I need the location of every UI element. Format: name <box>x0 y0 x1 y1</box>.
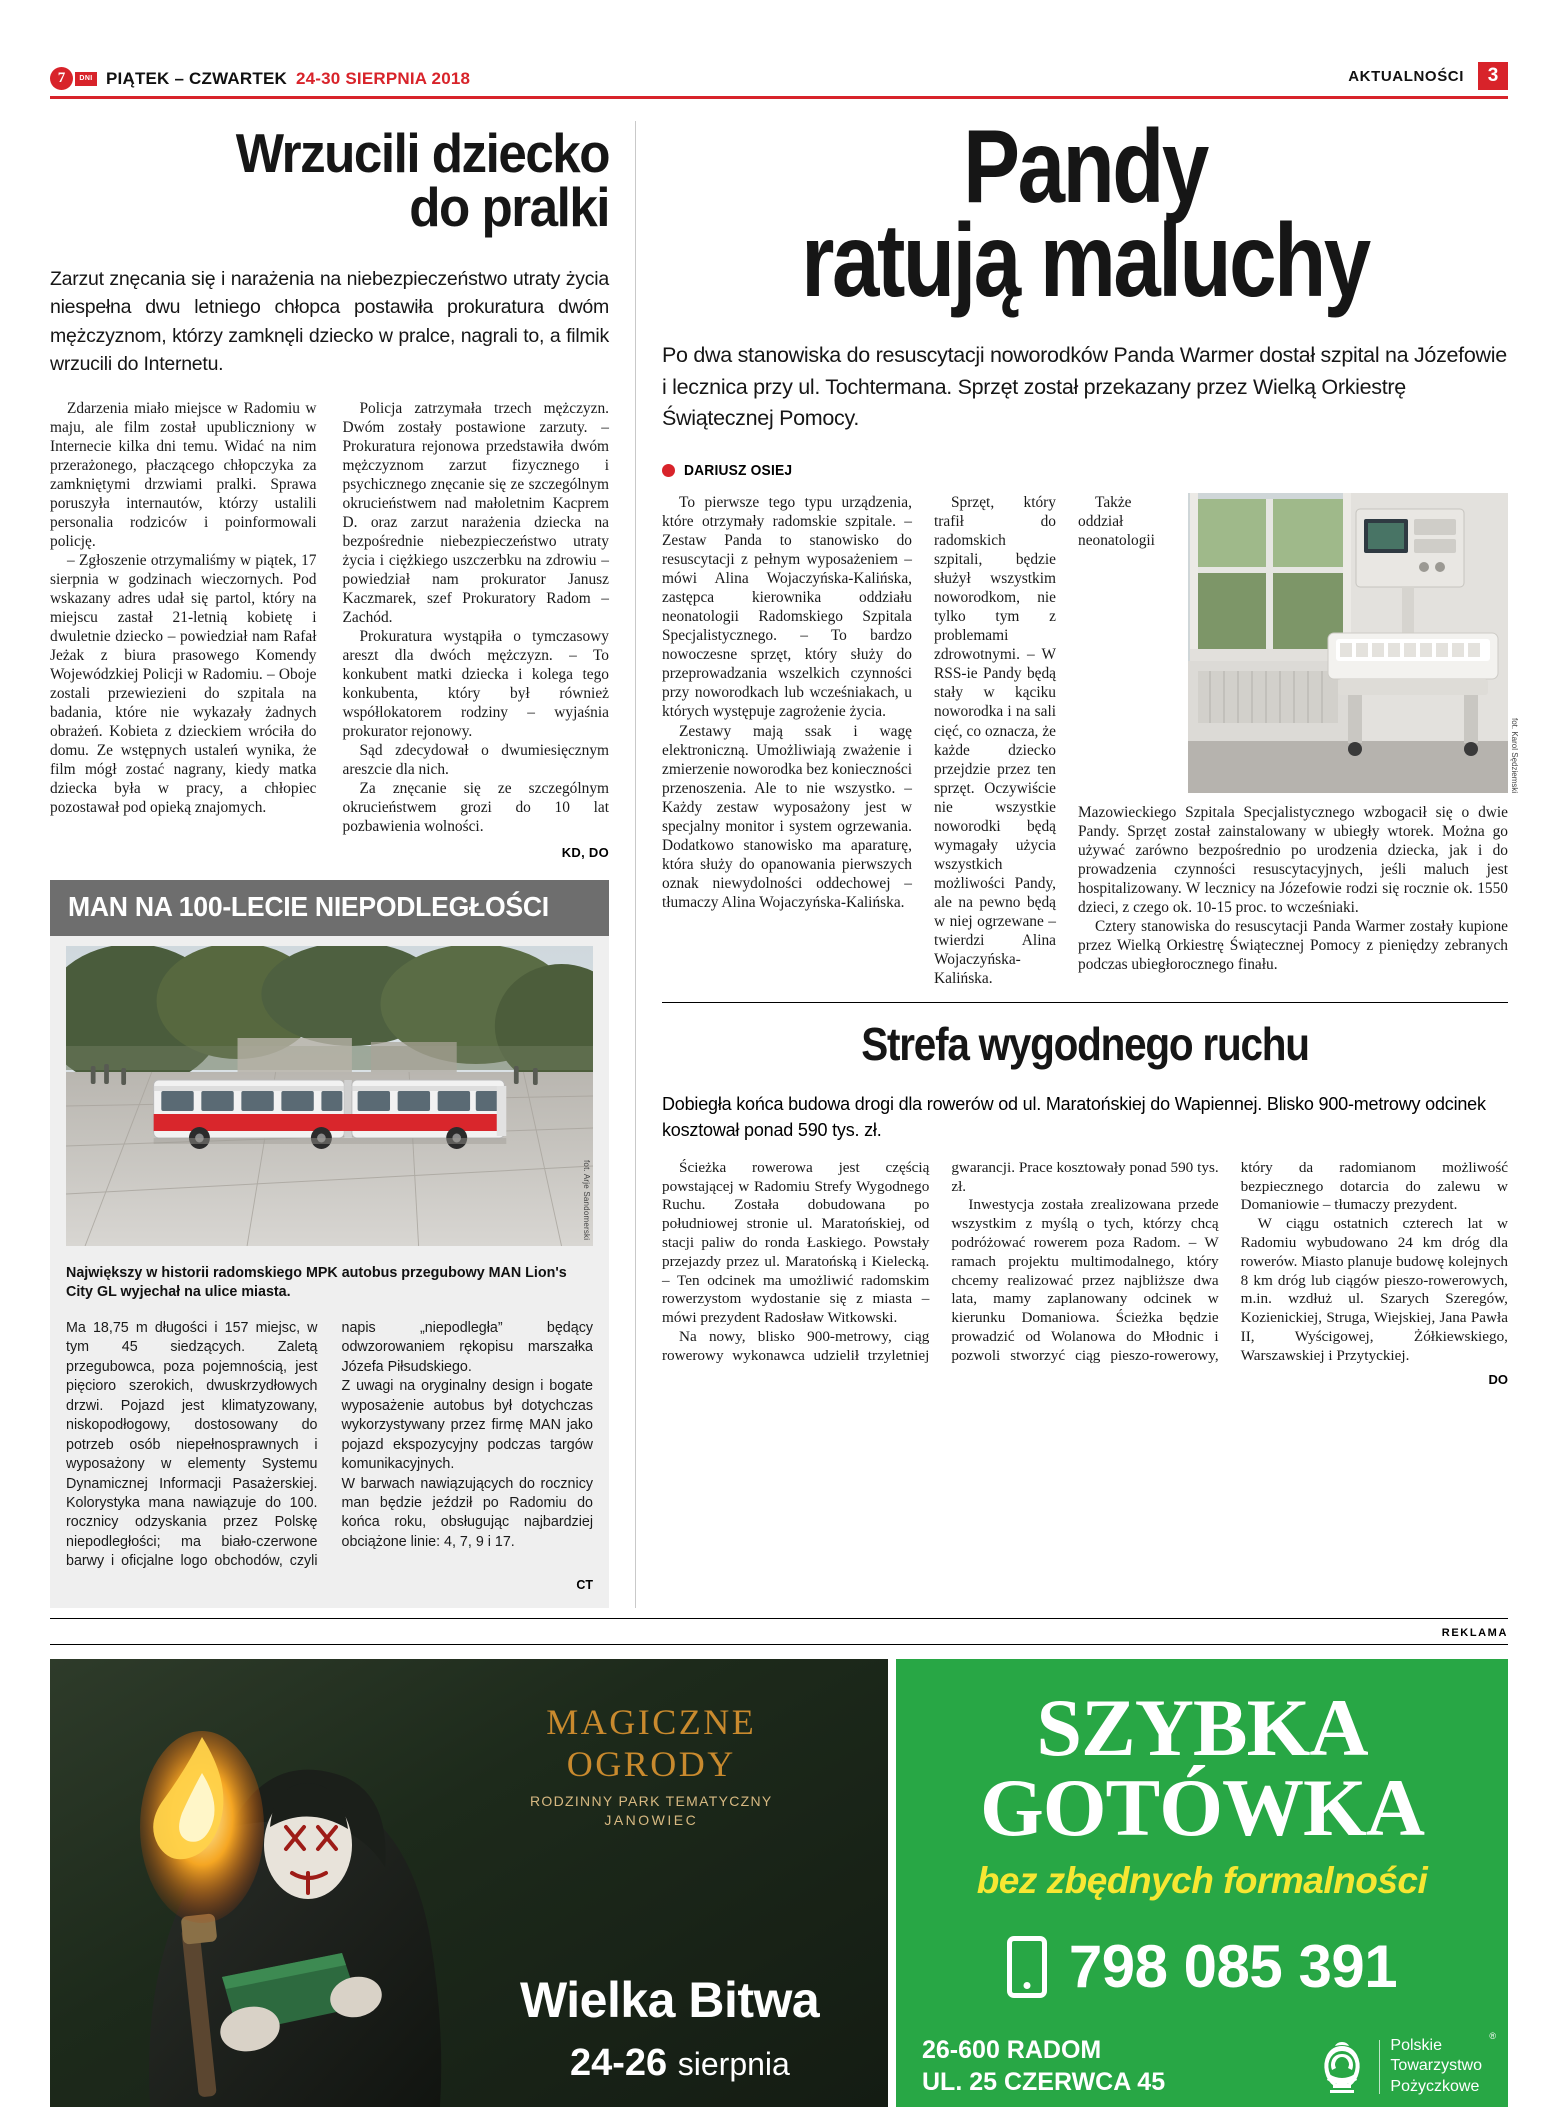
headline-line-2: ratują maluchy <box>801 202 1369 319</box>
paragraph: Ścieżka rowerowa jest częścią powstającej w Radomiu Strefy Wygodnego Ruchu. Została dobudowana po południowej stronie ul. Maratońskiej, od stacji paliw do ronda Łaskiego. Powstały przejazdy przez ul. Maratońską i Kielecką. – Ten odcinek ma umożliwić radomskim rowerzystom wydostanie się z miasta – mówi prezydent Radosław Witkowski. <box>662 1158 930 1327</box>
paragraph: Zestawy mają ssak i wagę elektroniczną. Umożliwiają zważenie i zmierzenie noworodka bez konieczności przenoszenia. Ale to nie wszystko. – Każdy zestaw wyposażony jest w specjalny monitor i system ogrzewania. Dodatkowo stanowisko ma aparaturę, która służy do opanowania pierwszych oznak niewydolności oddechowej – tłumaczy Alina Wojaczyńska-Kalińska. <box>662 722 912 911</box>
headline-line-2: do pralki <box>409 175 609 238</box>
left-column <box>50 117 635 1608</box>
panda-col-2 <box>934 493 1056 987</box>
panda-article-body <box>662 493 1519 987</box>
hospital-photo-credit: fot. Karol Sędziemski <box>1510 718 1519 794</box>
hospital-photo <box>1188 493 1519 794</box>
mobile-phone-icon <box>1007 1936 1047 1998</box>
ad-cash-line2: GOTÓWKA <box>979 1761 1425 1853</box>
brand-divider <box>1379 2040 1380 2094</box>
ad-cash-address-line1: 26-600 RADOM <box>922 2036 1102 2065</box>
paragraph: Sąd zdecydował o dwumiesięcznym areszcie dla nich. <box>342 741 609 778</box>
ad-cash-phone-row <box>922 1932 1482 2001</box>
strefa-article <box>662 1002 1508 1388</box>
paragraph: Cztery stanowiska do resuscytacji Panda Warmer zostały kupione przez Wielką Orkiestrę Świątecznej Pomocy z pieniędzy zebranych podczas ubiegłorocznego finału. <box>1078 918 1508 974</box>
advertisements <box>50 1659 1508 2107</box>
bus-band <box>50 880 609 936</box>
ad-cash-phone: 798 085 391 <box>1068 1933 1398 2001</box>
logo-digit: 7 <box>57 70 66 86</box>
paragraph: Sprzęt, który trafił do radomskich szpitali, będzie służył wszystkim noworodkom, nie tylko tym z problemami zdrowotnymi. – W RSS-ie Pandy będą stały w kąciku noworodka i na sali cięć, co oznacza, że każde dziecko przejdzie przez ten sprzęt. Oczywiście nie wszystkie noworodki będą wymagały użycia wszystkich możliwości Pandy, ale na pewno będą w niej ogrzewane – twierdzi Alina Wojaczyńska-Kalińska. <box>934 494 1056 987</box>
ad-magic-logo-line2: OGRODY <box>566 1743 736 1784</box>
left-article-headline <box>89 122 609 238</box>
paragraph: Ma 18,75 m długości i 157 miejsc, w tym 45 siedzących. Zaletą przegubowca, poza pojemnością, jest pięcioro szerokich, dwuskrzydłowych drzwi. Pojazd jest klimatyzowany, niskopodłogowy, dostosowany do potrzeb osób niepełnosprawnych i wyposażony w elementy Systemu Dynamicznej Informacji Pasażerskiej. Kolorystyka mana nawiązuje do 100. rocznicy odzyskania przez Polskę niepodległości; ma biało-czerwone barwy i oficjalne logo obchodów, czyli napis „niepodległa” będący odwzorowaniem rękopisu marszałka Józefa Piłsudskiego. <box>66 1320 593 1570</box>
left-article-signature: KD, DO <box>561 845 609 861</box>
ad-cash-subline: bez zbędnych formalności <box>976 1860 1428 1902</box>
bus-photo <box>66 946 593 1246</box>
ad-magic-logo-line1: MAGICZNE <box>546 1701 757 1742</box>
right-column <box>636 109 1519 1608</box>
ad-magic-date <box>570 2042 790 2085</box>
masthead-rule <box>50 96 1508 99</box>
paragraph: Za znęcanie się ze szczególnym okrucieństwem grozi do 10 lat pozbawienia wolności. <box>342 779 609 835</box>
registered-mark-icon: ® <box>1489 2030 1496 2041</box>
ad-figure-image <box>110 1677 530 2107</box>
ad-magiczne-ogrody[interactable] <box>50 1659 888 2107</box>
paragraph: W barwach nawiązujących do rocznicy man będzie jeździł po Radomiu do końca roku, obsługując najbardziej obciążone linie: 4, 7, 9 i 17. <box>341 1475 593 1550</box>
masthead-section: AKTUALNOŚCI <box>1348 67 1464 85</box>
paragraph: Z uwagi na oryginalny design i bogate wyposażenie autobus był dotychczas wykorzystywany przez firmę MAN jako pojazd ekspozycyjny podczas targów komunikacyjnych. <box>341 1378 593 1473</box>
strefa-signature: DO <box>1488 1372 1508 1388</box>
ad-cash-bottom <box>922 2030 1496 2098</box>
bus-caption-body <box>66 1319 593 1572</box>
ad-cash-line1: SZYBKA <box>1036 1681 1368 1773</box>
bullet-icon <box>662 464 675 477</box>
bus-signature: CT <box>576 1577 593 1592</box>
strefa-body <box>662 1159 1508 1365</box>
masthead-right <box>1348 62 1508 90</box>
bus-band-title: MAN NA 100-LECIE NIEPODLEGŁOŚCI <box>68 891 549 923</box>
ad-magic-date-month: sierpnia <box>677 2045 790 2082</box>
bus-caption-wrap <box>50 1246 609 1592</box>
brand-line-3: Pożyczkowe <box>1390 2078 1480 2096</box>
paragraph: To pierwsze tego typu urządzenia, które otrzymały radomskie szpitale. – Zestaw Panda to stanowisko do resuscytacji z pełnym wyposażeniem – mówi Alina Wojaczyńska-Kalińska, zastępca kierownika oddziału neonatologii Radomskiego Szpitala Specjalistycznego. – To bardzo nowoczesne sprzęt, który służy do przeprowadzania wszelkich czynności przy noworodkach lub wcześniakach, u których występuje zagrożenie życia. <box>662 494 912 721</box>
logo-box-text: DNI <box>79 75 93 82</box>
brand-line-2: Towarzystwo <box>1390 2057 1482 2075</box>
byline <box>662 462 1508 479</box>
masthead <box>50 0 1508 90</box>
brand-line-1: Polskie <box>1390 2036 1442 2054</box>
ad-magic-date-range: 24-26 <box>570 2041 668 2084</box>
ad-cash-brand-text <box>1390 2030 1496 2098</box>
bus-caption-lead: Największy w historii radomskiego MPK autobus przegubowy MAN Lion's City GL wyjechał na ulice miasta. <box>66 1265 567 1301</box>
panda-col-1 <box>662 493 912 987</box>
bus-photo-credit: fot. Arje Sandomerski <box>582 1159 591 1241</box>
paragraph: Policja zatrzymała trzech mężczyzn. Dwóm zostały postawione zarzuty. – Prokuratura rejonowa przedstawiła dwóm mężczyznom zarzut fizycznego i psychicznego znęcanie się ze szczególnym okrucieństwem nad małoletnim Kacprem D. oraz zarzut narażenia dziecka na bezpośrednie niebezpieczeństwo utraty życia i ciężkiego uszczerbku na zdrowiu – powiedział nam prokurator Janusz Kaczmarek, szef Prokuratory Radom – Zachód. <box>342 399 609 626</box>
paragraph: Na nowy, blisko 900-metrowy, ciąg rowerowy wykonawca udzielił trzyletniej gwarancji. Prace kosztowały ponad 590 tys. zł. <box>662 1158 1219 1364</box>
ad-magic-place: JANOWIEC <box>604 1811 699 1828</box>
left-article-body <box>50 399 609 836</box>
ad-magic-headline: Wielka Bitwa <box>520 1971 820 2028</box>
strefa-lead: Dobiegła końca budowa drogi dla rowerów od ul. Maratońskiej do Wapiennej. Blisko 900-metrowy odcinek kosztował ponad 590 tys. zł. <box>662 1093 1486 1140</box>
masthead-day-range: PIĄTEK – CZWARTEK <box>106 68 287 88</box>
page-number-badge: 3 <box>1478 62 1508 90</box>
masthead-date: 24-30 SIERPNIA 2018 <box>295 68 471 88</box>
reklama-bar <box>50 1618 1508 1645</box>
publication-logo-icon <box>50 67 97 90</box>
ad-cash-address-line2: UL. 25 CZERWCA 45 <box>922 2067 1166 2096</box>
bus-feature-box <box>50 880 609 1608</box>
bus-photo-image <box>66 946 593 1246</box>
panda-col-3 <box>1078 493 1519 987</box>
paragraph: W ciągu ostatnich czterech lat w Radomiu wybudowano 24 km dróg dla rowerów. Miasto planuje budowę kolejnych 8 km dróg lub ciągów pieszo-rowerowych, m.in. wzdłuż ul. Szarych Szeregów, Kozienickiej, Struga, Wiejskiej, Jana Pawła II, Wyścigowej, Żółkiewskiego, Warszawskiej i Przytyckiej. <box>1240 1215 1508 1364</box>
panda-article-lead: Po dwa stanowiska do resuscytacji noworodków Panda Warmer dostał szpital na Józefowie i lecznica przy ul. Tochtermana. Sprzęt został przekazany przez Wielką Orkiestrę Świątecznej Pomocy. <box>662 343 1507 430</box>
paragraph: – Zgłoszenie otrzymaliśmy w piątek, 17 sierpnia w godzinach wieczornych. Pod wskazany adres udał się partol, który na miejscu zastał 21-letnią kobietę i dwuletnie dziecko – powiedział nam Rafał Jeżak z biura prasowego Komendy Wojewódzkiej Policji w Radomiu. – Oboje zostali przewiezieni do szpitala na badania, które nie wykazały żadnych obrażeń. Kobieta z dzieckiem wróciła do domu. Ze wstępnych ustaleń wynika, że film mógł zostać nagrany, kiedy matka dziecka była w pracy, a chłopiec pozostawał pod opieką znajomych. <box>50 551 317 816</box>
headline-line-1: Wrzucili dziecko <box>235 122 609 184</box>
headline-line-1: Pandy <box>963 109 1207 225</box>
paragraph: Zdarzenia miało miejsce w Radomiu w maju, ale film został upubliczniony w Internecie kilka dni temu. Widać na nim przerażonego, płaczącego chłopczyka za zamkniętymi drzwiami pralki. Sprawa poruszyła internautów, którzy ustalili personalia rodziców i poinformowali policję. <box>50 399 317 550</box>
paragraph: Prokuratura wystąpiła o tymczasowy areszt dla dwóch mężczyzn. – To konkubent matki dziecka i kolega tego konkubenta, który był również współlokatorem rodziny – wyjaśnia prokurator rejonowy. <box>342 627 609 740</box>
ad-magic-logo <box>530 1701 773 1828</box>
masthead-left <box>50 67 470 90</box>
byline-author: DARIUSZ OSIEJ <box>684 462 793 480</box>
panda-article-headline <box>738 109 1432 319</box>
main-content <box>50 109 1519 1608</box>
reklama-label: REKLAMA <box>1441 1626 1508 1639</box>
left-article-lead: Zarzut znęcania się i narażenia na niebezpieczeństwo utraty życia niespełna dwu letniego chłopca postawiła prokuratura dwóm mężczyznom, którzy zamknęli dziecko w pralce, nagrali to, a filmik wrzucili do Internetu. <box>50 267 609 376</box>
hospital-photo-image <box>1188 493 1508 793</box>
ad-szybka-gotowka[interactable] <box>896 1659 1508 2107</box>
eagle-crest-icon <box>1315 2038 1369 2096</box>
ad-cash-address <box>922 2035 1165 2098</box>
ad-magic-subtitle: RODZINNY PARK TEMATYCZNY <box>530 1792 773 1809</box>
paragraph: Także oddział neonatologii Mazowieckiego Szpitala Specjalistycznego wzbogacił się o dwie Pandy. Sprzęt został zainstalowany w ubiegły wtorek. Można go używać zarówno bezpośrednio po urodzenia dziecka, jak i do prowadzenia czynności resuscytacyjnych, jeśli maluch jest hospitalizowany. W lecznicy na Józefowie rodzi się rocznie ok. 1550 dzieci, z czego ok. 10-15 proc. to wcześniaki. <box>1078 494 1508 917</box>
paragraph: Inwestycja została zrealizowana przede wszystkim z myślą o tych, którzy chcą podróżować rowerem poza Radom. – W ramach projektu multimodalnego, który chcemy realizować przez najbliższe dwa lata, mamy zaplanowany odcinek w kierunku Domaniowa. Ścieżka będzie prowadzić od Wolanowa do Młodnic i pozwoli stworzyć ciąg pieszo-rowerowy, który da radomianom możliwość bezpiecznego dotarcia do zalewu w Domaniowie – tłumaczy prezydent. <box>951 1158 1508 1364</box>
strefa-headline: Strefa wygodnego ruchu <box>861 1017 1309 1070</box>
ad-cash-brand <box>1315 2030 1496 2098</box>
